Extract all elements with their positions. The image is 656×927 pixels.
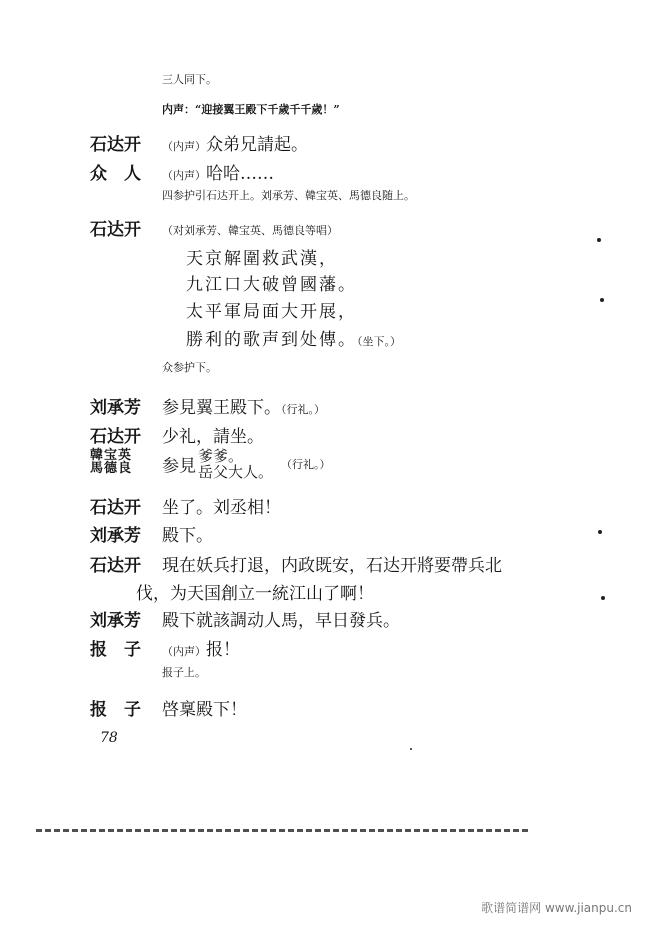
- print-speck: [410, 748, 412, 750]
- verse-line: 天京解圍救武漢，: [186, 249, 338, 269]
- print-speck: [600, 298, 604, 302]
- dialogue-text: 坐了。刘丞相！: [162, 498, 281, 518]
- page-number: 78: [100, 730, 118, 746]
- speaker-name: 众 人: [90, 164, 141, 184]
- dialogue-line: [162, 130, 308, 155]
- dialogue-line: [162, 159, 274, 184]
- speaker-name-pair: [90, 449, 132, 475]
- speaker-name: 馬德良: [90, 461, 133, 476]
- stage-direction-exit: 三人同下。: [162, 73, 217, 86]
- dialogue-text: 現在妖兵打退，内政既安，石达开將要帶兵北: [162, 556, 502, 576]
- dialogue-text: 参見翼王殿下。: [162, 398, 281, 418]
- stage-note: （坐下。）: [357, 335, 401, 348]
- print-speck: [598, 530, 602, 534]
- stage-note: （行礼。）: [281, 458, 331, 471]
- speaker-name: 刘承芳: [90, 398, 141, 418]
- dialogue-text: 爹爹。: [198, 447, 244, 465]
- stage-direction-enter: 报子上。: [162, 666, 206, 679]
- dialogue-text: 参見: [162, 456, 196, 477]
- dialogue-text: 报！: [206, 640, 240, 660]
- dialogue-text: 少礼，請坐。: [162, 427, 264, 447]
- dialogue-text: 殿下。: [162, 526, 213, 546]
- stage-note: （对刘承芳、韓宝英、馬德良等唱）: [162, 224, 338, 237]
- stage-note: （内声）: [162, 169, 206, 182]
- dialogue-text: 众弟兄請起。: [206, 135, 308, 155]
- stage-note: （内声）: [162, 645, 206, 658]
- dialogue-text: 啓稟殿下！: [162, 700, 247, 720]
- dialogue-text: 殿下就該調动人馬，早日發兵。: [162, 611, 400, 631]
- print-speck: [597, 238, 601, 242]
- verse-line: 太平軍局面大开展，: [186, 302, 357, 322]
- dialogue-text: 岳父大人。: [198, 463, 274, 481]
- verse-line: [186, 325, 401, 350]
- speaker-name: 石达开: [90, 427, 141, 447]
- speaker-name: 韓宝英: [90, 448, 133, 463]
- stage-note: （行礼。）: [281, 403, 325, 416]
- dialogue-continuation: 伐，为天国創立一統江山了啊！: [136, 584, 374, 604]
- speaker-name: 报 子: [90, 640, 141, 660]
- speaker-name: 报 子: [90, 700, 141, 720]
- watermark: 歌谱简谱网 www.jianpu.cn: [481, 901, 632, 915]
- speaker-name: 石达开: [90, 220, 141, 240]
- stage-note: （内声）: [162, 140, 206, 153]
- speaker-name: 刘承芳: [90, 611, 141, 631]
- speaker-name: 石达开: [90, 135, 141, 155]
- dialogue-text: 哈哈……: [206, 164, 274, 184]
- verse-line: 九江口大破曾國藩。: [186, 275, 357, 295]
- dialogue-line: [162, 219, 338, 239]
- dialogue-line: [162, 448, 331, 480]
- speaker-name: 刘承芳: [90, 526, 141, 546]
- dialogue-line: [162, 393, 325, 418]
- stage-direction-exit: 众参护下。: [162, 361, 217, 374]
- verse-text: 勝利的歌声到处傳。: [186, 330, 357, 350]
- bottom-rule: [36, 829, 528, 832]
- print-speck: [601, 596, 605, 600]
- split-address: [198, 448, 273, 480]
- speaker-name: 石达开: [90, 556, 141, 576]
- speaker-name: 石达开: [90, 498, 141, 518]
- dialogue-line: [162, 635, 240, 660]
- stage-direction-enter: 四参护引石达开上。刘承芳、韓宝英、馬德良随上。: [162, 189, 415, 202]
- stage-direction-offstage-voice: 内声：“迎接翼王殿下千歲千千歲！”: [162, 103, 340, 116]
